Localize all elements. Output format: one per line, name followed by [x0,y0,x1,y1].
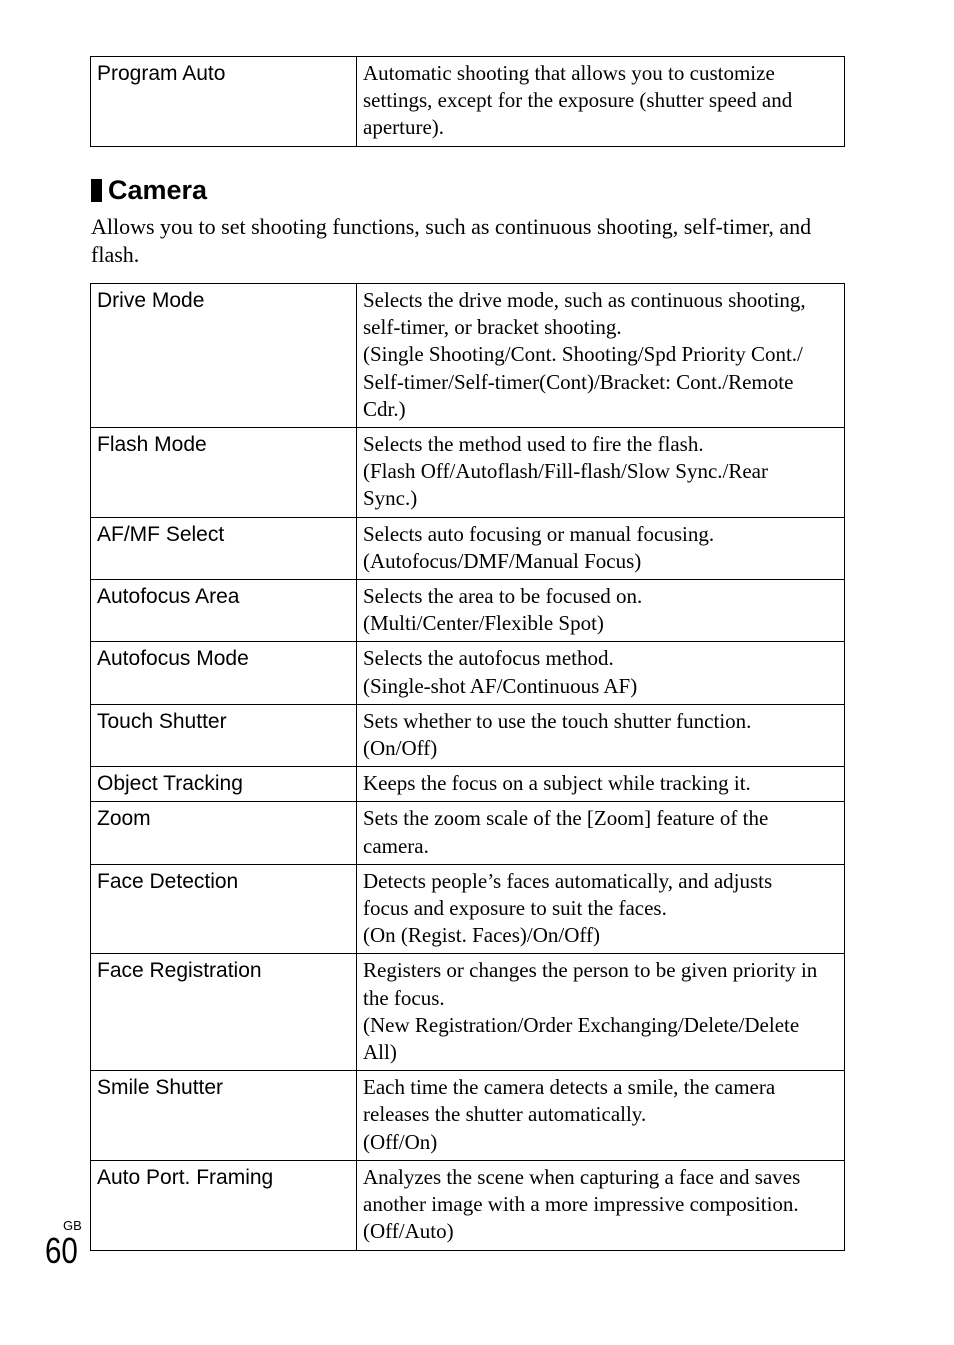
table-row [91,954,845,1071]
setting-label: Autofocus Mode [91,642,357,704]
section-title: Camera [108,174,208,205]
setting-description: Each time the camera detects a smile, the camera releases the shutter automatically. (Off/On) [357,1071,845,1161]
setting-description: Selects the autofocus method. (Single-shot AF/Continuous AF) [357,642,845,704]
table-row [91,1160,845,1250]
setting-label: AF/MF Select [91,517,357,579]
setting-label: Face Registration [91,954,357,1071]
setting-label: Zoom [91,802,357,864]
setting-description: Analyzes the scene when capturing a face and saves another image with a more impressive composition. (Off/Auto) [357,1160,845,1250]
table-row [91,284,845,428]
table-row [91,642,845,704]
setting-description: Detects people’s faces automatically, and adjusts focus and exposure to suit the faces. (On (Regist. Faces)/On/Off) [357,864,845,954]
table-row [91,517,845,579]
table-row [91,704,845,766]
setting-label: Object Tracking [91,767,357,802]
table-row [91,580,845,642]
setting-description: Registers or changes the person to be given priority in the focus. (New Registration/Order Exchanging/Delete/Delete All) [357,954,845,1071]
setting-description: Selects the drive mode, such as continuous shooting, self-timer, or bracket shooting. (Single Shooting/Cont. Shooting/Spd Priority Cont./ Self-timer/Self-timer(Cont)/Bracket: Cont./Remote Cdr.) [357,284,845,428]
table-row [91,428,845,518]
table-row [91,802,845,864]
table-row [91,57,845,147]
setting-label: Drive Mode [91,284,357,428]
setting-description: Sets the zoom scale of the [Zoom] feature of the camera. [357,802,845,864]
setting-label: Face Detection [91,864,357,954]
setting-description: Selects the method used to fire the flash. (Flash Off/Autoflash/Fill-flash/Slow Sync./Rear Sync.) [357,428,845,518]
setting-description: Automatic shooting that allows you to customize settings, except for the exposure (shutter speed and aperture). [357,57,845,147]
table-row [91,1071,845,1161]
region-code: GB [63,1218,82,1233]
setting-label: Auto Port. Framing [91,1160,357,1250]
setting-label: Flash Mode [91,428,357,518]
table-row [91,767,845,802]
program-auto-table [90,56,845,147]
setting-description: Sets whether to use the touch shutter function. (On/Off) [357,704,845,766]
setting-description: Selects auto focusing or manual focusing. (Autofocus/DMF/Manual Focus) [357,517,845,579]
page-number: 60 [45,1230,78,1271]
section-heading [91,173,207,207]
section-marker-icon [91,179,102,202]
setting-label: Program Auto [91,57,357,147]
table-row [91,864,845,954]
camera-settings-table [90,283,845,1251]
setting-description: Selects the area to be focused on. (Multi/Center/Flexible Spot) [357,580,845,642]
setting-label: Autofocus Area [91,580,357,642]
setting-label: Touch Shutter [91,704,357,766]
setting-label: Smile Shutter [91,1071,357,1161]
section-intro: Allows you to set shooting functions, such as continuous shooting, self-timer, and flash. [91,214,812,267]
setting-description: Keeps the focus on a subject while tracking it. [357,767,845,802]
